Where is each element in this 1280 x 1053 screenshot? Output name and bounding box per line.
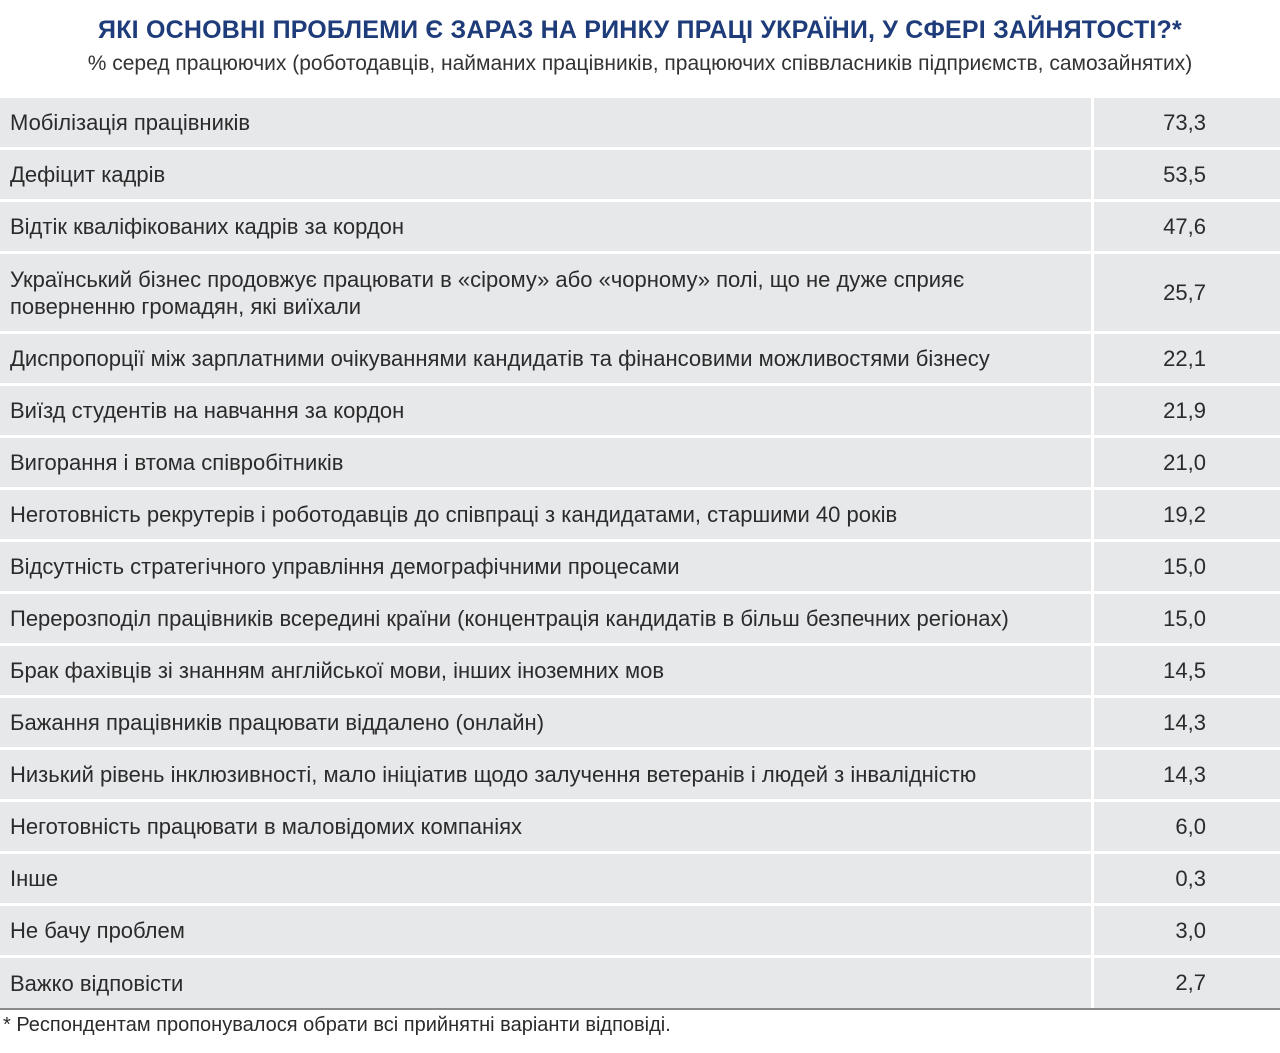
row-label: Мобілізація працівників xyxy=(0,98,1094,147)
table-row xyxy=(0,750,1280,802)
row-value: 14,3 xyxy=(1163,709,1206,735)
chart-title: ЯКІ ОСНОВНІ ПРОБЛЕМИ Є ЗАРАЗ НА РИНКУ ПРАЦІ УКРАЇНИ, У СФЕРІ ЗАЙНЯТОСТІ?* xyxy=(98,16,1182,44)
row-label: Український бізнес продовжує працювати в «сірому» або «чорному» полі, що не дуже сприяє поверненню громадян, які виїхали xyxy=(0,254,1094,331)
row-value: 15,0 xyxy=(1163,605,1206,631)
data-table xyxy=(0,96,1280,1010)
table-row xyxy=(0,254,1280,334)
row-label: Диспропорції між зарплатними очікуваннями кандидатів та фінансовими можливостями бізнесу xyxy=(0,334,1094,383)
row-value: 14,5 xyxy=(1163,657,1206,683)
row-label: Брак фахівців зі знанням англійської мови, інших іноземних мов xyxy=(0,646,1094,695)
table-row xyxy=(0,334,1280,386)
row-value: 21,9 xyxy=(1163,397,1206,423)
table-row xyxy=(0,958,1280,1010)
row-label: Бажання працівників працювати віддалено (онлайн) xyxy=(0,698,1094,747)
table-row xyxy=(0,646,1280,698)
row-value: 73,3 xyxy=(1163,109,1206,135)
row-value: 0,3 xyxy=(1175,865,1206,891)
row-label: Низький рівень інклюзивності, мало ініціатив щодо залучення ветеранів і людей з інвалідністю xyxy=(0,750,1094,799)
row-label: Перерозподіл працівників всередині країни (концентрація кандидатів в більш безпечних регіонах) xyxy=(0,594,1094,643)
table-row xyxy=(0,594,1280,646)
row-value: 47,6 xyxy=(1163,213,1206,239)
table-row xyxy=(0,906,1280,958)
table-row xyxy=(0,854,1280,906)
row-label: Важко відповісти xyxy=(0,958,1094,1008)
row-label: Неготовність рекрутерів і роботодавців до співпраці з кандидатами, старшими 40 років xyxy=(0,490,1094,539)
row-value: 22,1 xyxy=(1163,345,1206,371)
table-row xyxy=(0,386,1280,438)
table-row xyxy=(0,698,1280,750)
row-label: Інше xyxy=(0,854,1094,903)
table-row xyxy=(0,150,1280,202)
table-row xyxy=(0,202,1280,254)
row-value: 53,5 xyxy=(1163,161,1206,187)
chart-subtitle: % серед працюючих (роботодавців, найманих працівників, працюючих співвласників підприємств, самозайнятих) xyxy=(87,52,1193,75)
table-row xyxy=(0,98,1280,150)
row-label: Дефіцит кадрів xyxy=(0,150,1094,199)
row-value: 3,0 xyxy=(1175,917,1206,943)
table-row xyxy=(0,542,1280,594)
row-value: 15,0 xyxy=(1163,553,1206,579)
row-value: 19,2 xyxy=(1163,501,1206,527)
row-value: 2,7 xyxy=(1175,970,1206,995)
row-label: Неготовність працювати в маловідомих компаніях xyxy=(0,802,1094,851)
row-label: Відтік кваліфікованих кадрів за кордон xyxy=(0,202,1094,251)
row-label: Вигорання і втома співробітників xyxy=(0,438,1094,487)
row-value: 14,3 xyxy=(1163,761,1206,787)
table-row xyxy=(0,802,1280,854)
row-label: Виїзд студентів на навчання за кордон xyxy=(0,386,1094,435)
table-row xyxy=(0,438,1280,490)
row-value: 25,7 xyxy=(1163,279,1206,305)
row-label: Не бачу проблем xyxy=(0,906,1094,955)
table-row xyxy=(0,490,1280,542)
row-label: Відсутність стратегічного управління демографічними процесами xyxy=(0,542,1094,591)
footnote: * Респондентам пропонувалося обрати всі прийнятні варіанти відповіді. xyxy=(3,1014,671,1036)
row-value: 21,0 xyxy=(1163,449,1206,475)
row-value: 6,0 xyxy=(1175,813,1206,839)
